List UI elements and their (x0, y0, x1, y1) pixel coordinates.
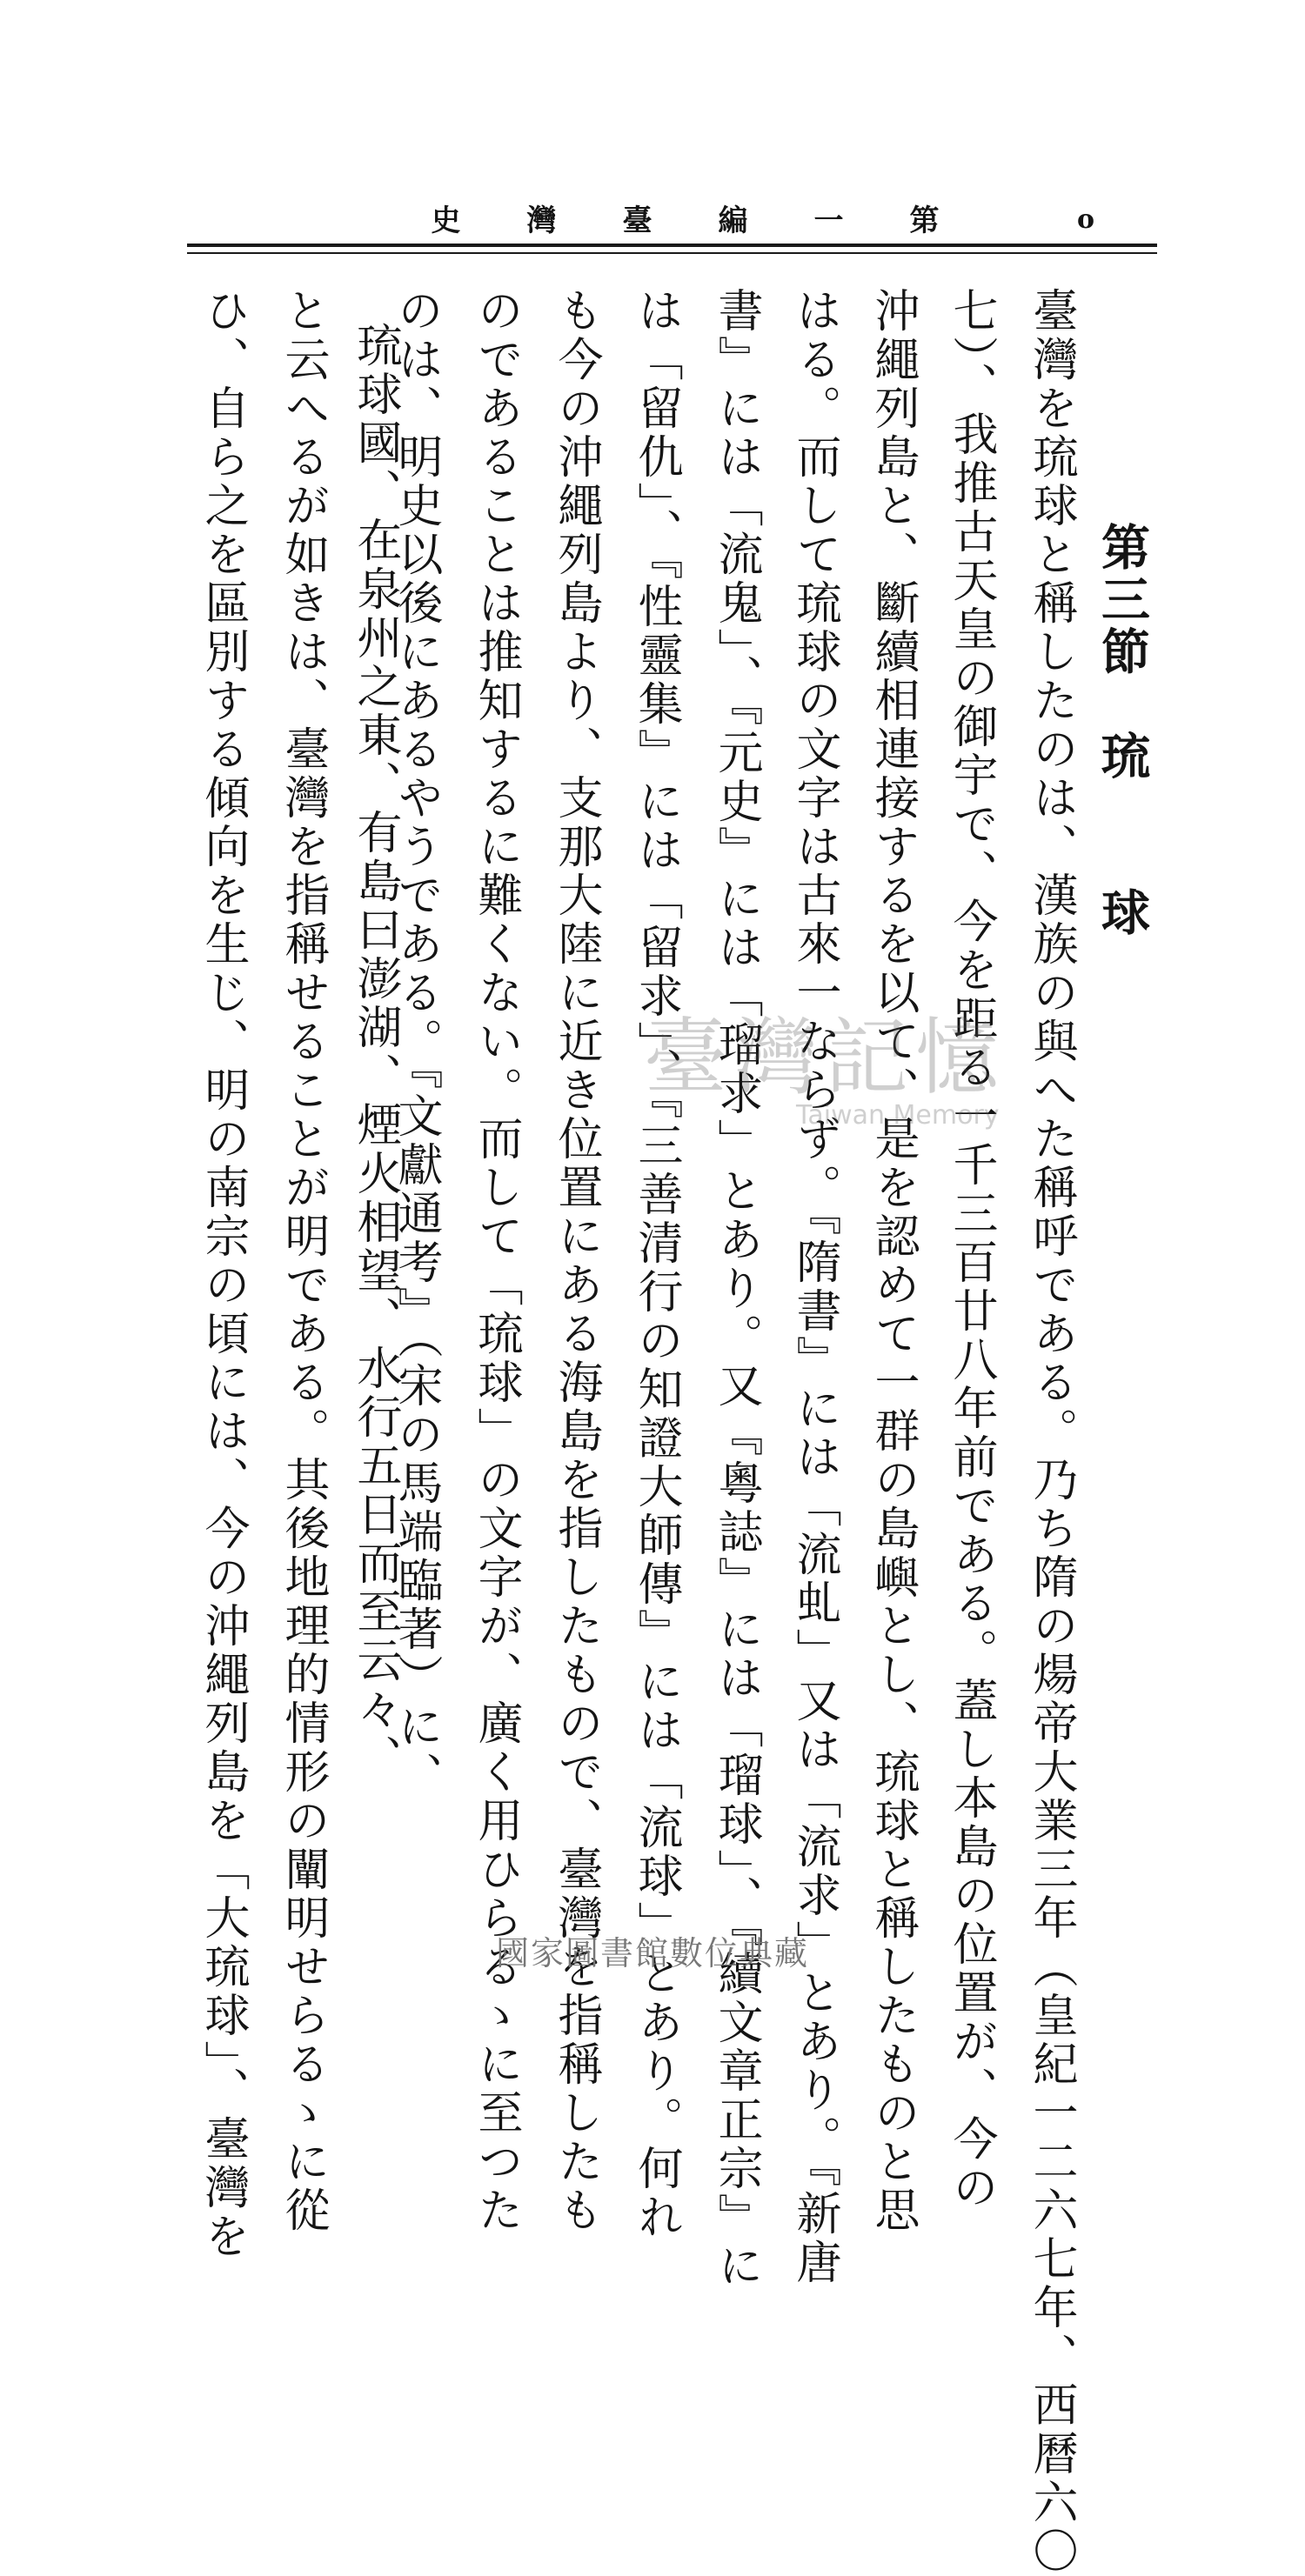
text-column: 七）、我推古天皇の御宇で、今を距る一千三百廿八年前である。蓋し本島の位置が、今の (945, 287, 997, 2212)
text-column: はる。而して琉球の文字は古來一ならず。『隋書』には「流虬」又は「流求」とあり。『新唐 (788, 287, 840, 2287)
header-char: 一 (808, 204, 843, 234)
running-header (418, 204, 1148, 239)
watermark-subtext: Taiwan Memory (796, 1100, 1000, 1131)
header-char: 史 (425, 204, 460, 234)
section-heading: 第三節 琉 球 (1094, 522, 1151, 939)
quotation-column: 琉球國、在泉州之東、有島曰澎湖、煙火相望、水行五日而至云々、 (349, 322, 401, 1783)
header-rule (187, 244, 1157, 247)
text-column: のは、明史以後にあるやうである。『文獻通考』（宋の馬端臨著）に、 (390, 287, 442, 1800)
text-column: 臺灣を琉球と稱したのは、漢族の與へた稱呼である。乃ち隋の煬帝大業三年（皇紀一二六七年、西曆六〇 (1025, 287, 1077, 2576)
watermark-text: 臺灣記憶 (644, 1009, 1006, 1106)
text-column: 書』には「流鬼」、『元史』には「瑠求」とあり。又『粵誌』には「瑠球」、『續文章正宗』に (710, 287, 762, 2291)
header-char: 臺 (617, 204, 652, 234)
footer-credit: 國家圖書館數位典藏 (495, 1934, 809, 1972)
header-char: 編 (713, 204, 747, 234)
text-column: と云へるが如きは、臺灣を指稱せることが明である。其後地理的情形の闡明せらるゝに從 (277, 287, 329, 2235)
text-column: は「留仇」、『性靈集』には「留求」、『三善清行の知證大師傳』には「流球」とあり。何れ (630, 287, 682, 2242)
text-column: ひ、自ら之を區別する傾向を生じ、明の南宗の頃には、今の沖繩列島を「大琉球」、臺灣を (197, 287, 249, 2261)
text-column: のであることは推知するに難くない。而して「琉球」の文字が、廣く用ひらるゝに至つた (470, 287, 522, 2235)
page-number: o (1077, 204, 1095, 235)
header-rule (187, 252, 1157, 254)
header-char: 灣 (521, 204, 556, 234)
watermark (644, 991, 1061, 1131)
header-char: 第 (904, 204, 939, 234)
text-column: も今の沖繩列島より、支那大陸に近き位置にある海島を指したもので、臺灣を指稱したも (550, 287, 602, 2235)
text-column: 沖繩列島と、斷續相連接するを以て、是を認めて一群の島嶼とし、琉球と稱したものと思 (867, 287, 919, 2235)
